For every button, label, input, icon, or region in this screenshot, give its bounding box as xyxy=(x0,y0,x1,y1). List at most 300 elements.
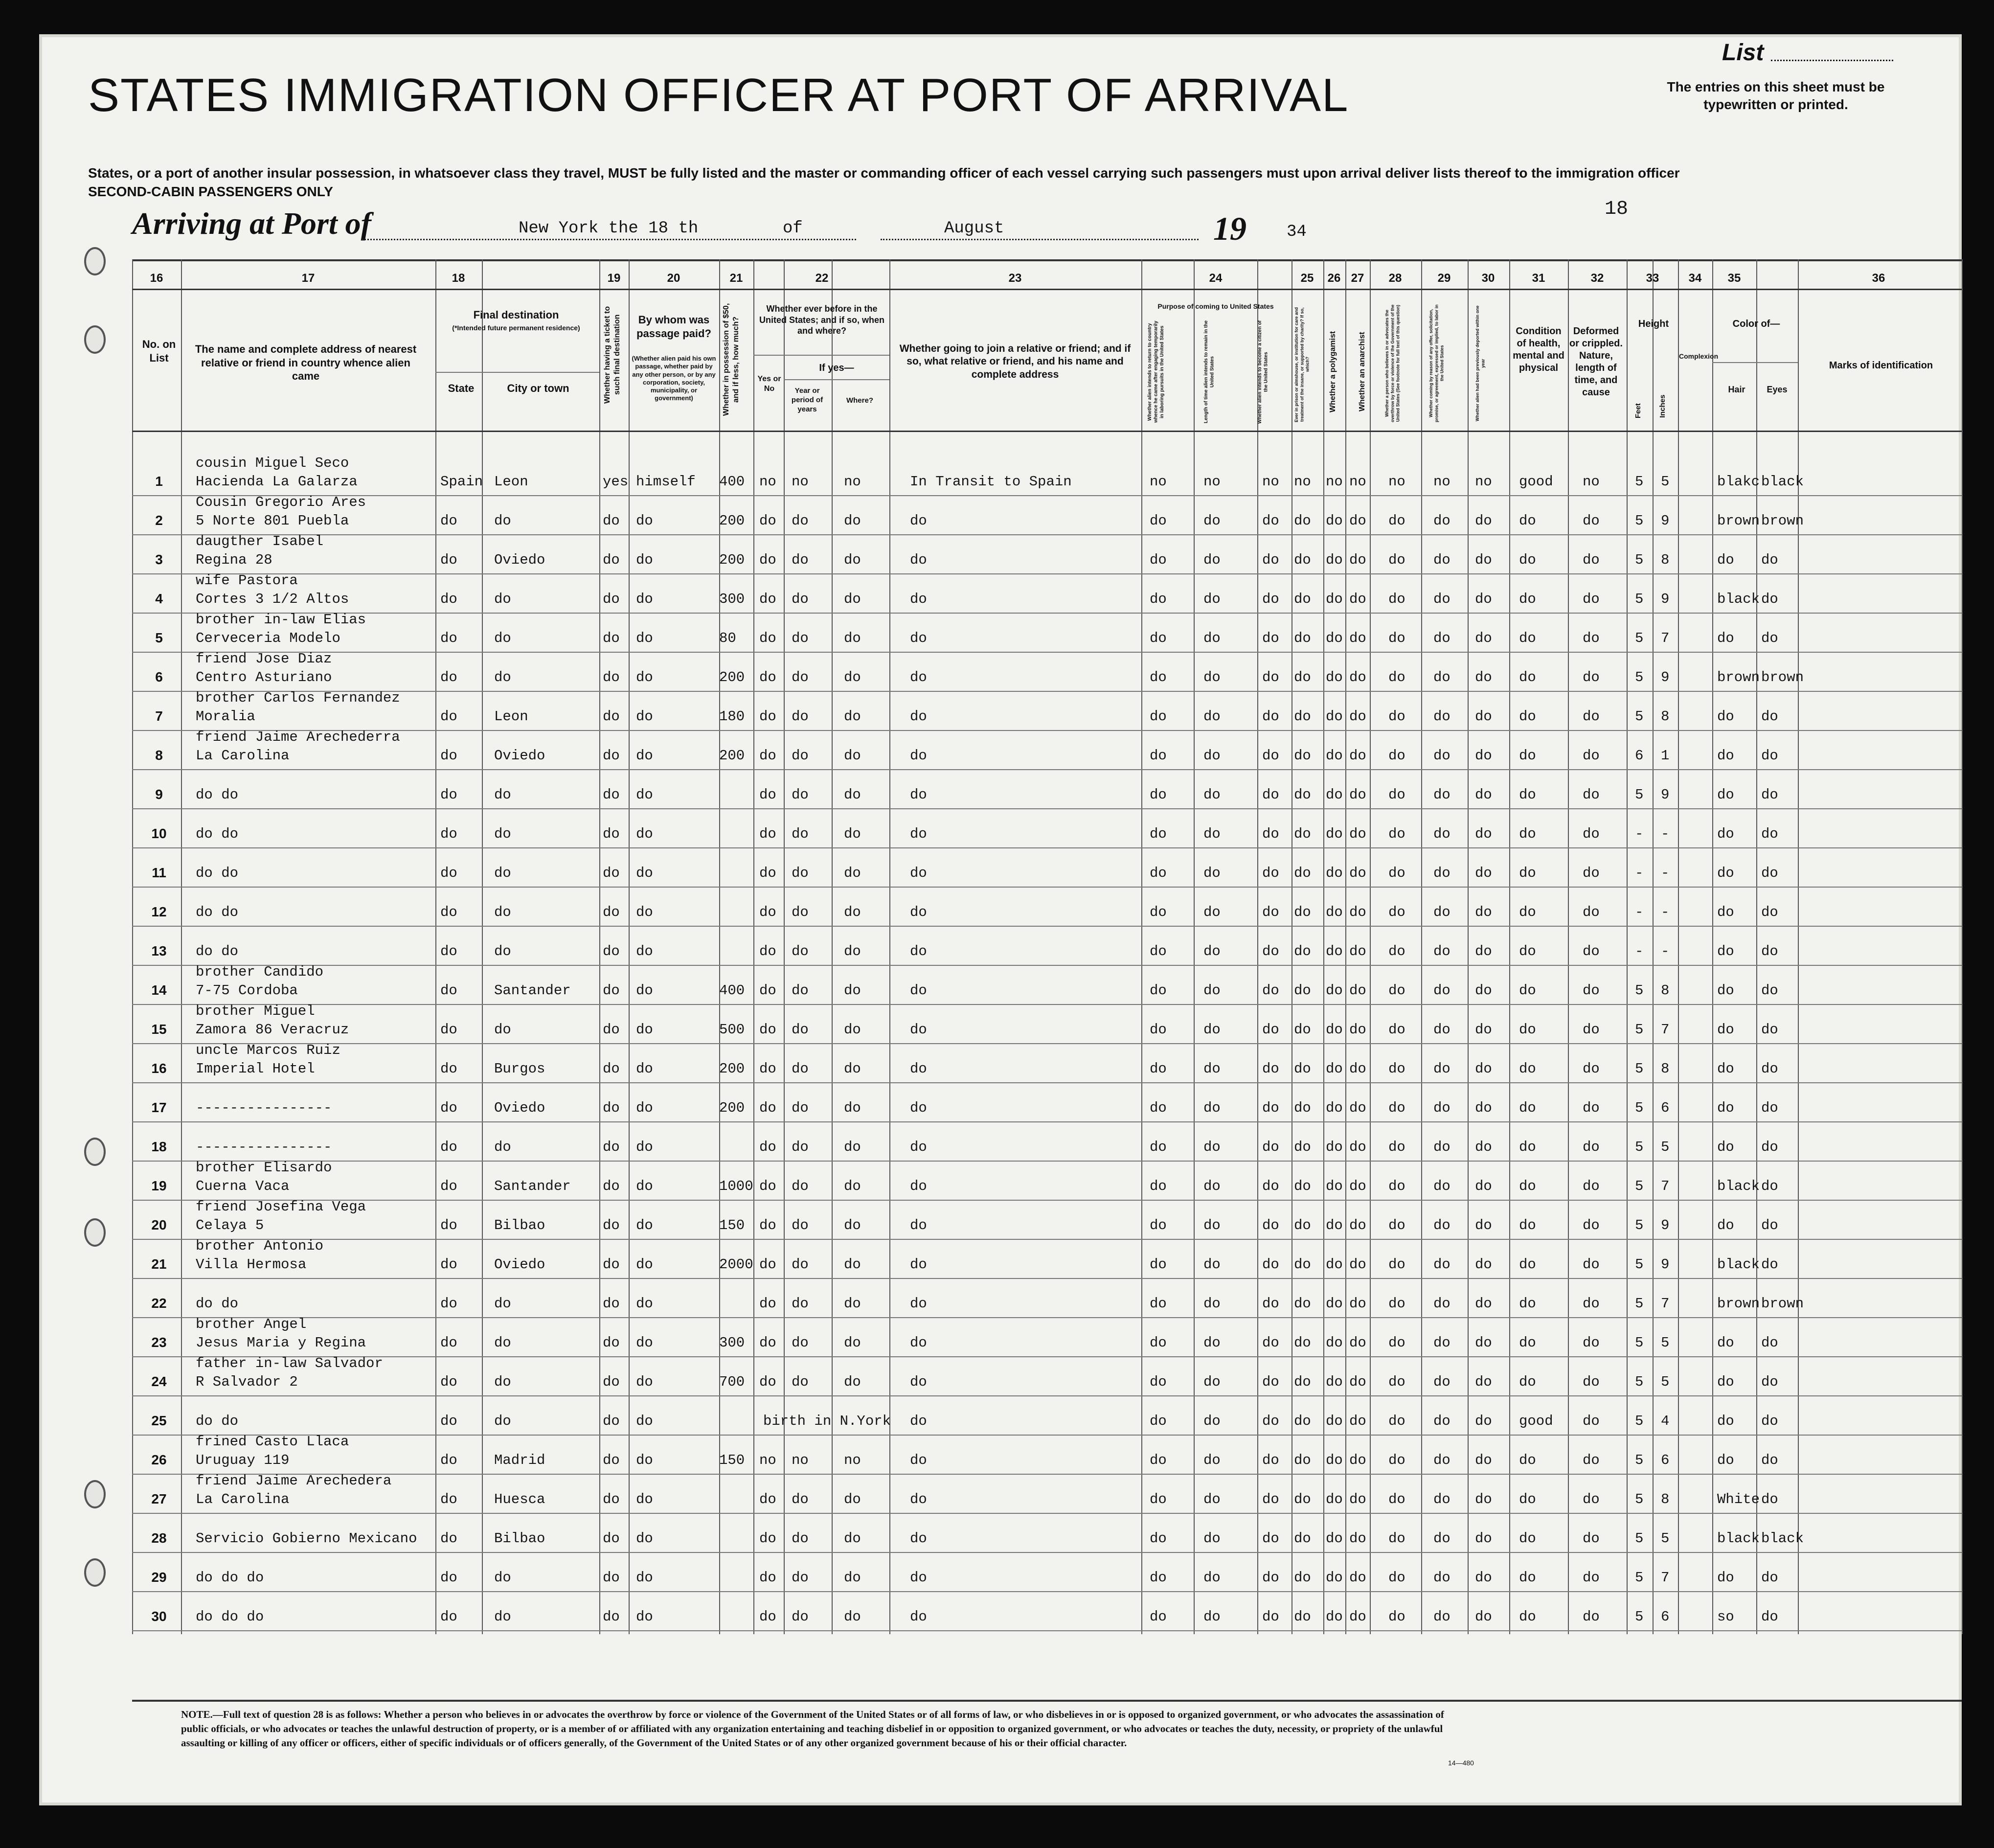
relative-address-cell: Servicio Gobierno Mexicano xyxy=(196,1530,417,1547)
hair-cell: black xyxy=(1717,1530,1760,1547)
joining-cell: do xyxy=(910,865,927,881)
purpose-return-cell: do xyxy=(1150,1335,1167,1351)
ticket-cell: do xyxy=(603,1530,620,1547)
row-rule xyxy=(132,534,1962,535)
q28-cell: do xyxy=(1388,787,1405,803)
period-cell: do xyxy=(792,1374,809,1390)
anarchist-cell: do xyxy=(1349,943,1366,959)
relative-address-cell: Hacienda La Galarza xyxy=(196,474,358,490)
deported-cell: do xyxy=(1475,1413,1492,1429)
column-rule xyxy=(1468,259,1469,1634)
q29-cell: do xyxy=(1433,552,1450,568)
hair-cell: brown xyxy=(1717,669,1760,685)
polygamist-cell: do xyxy=(1326,787,1343,803)
joining-cell: do xyxy=(910,1452,927,1468)
eyes-cell: do xyxy=(1761,1100,1778,1116)
polygamist-cell: do xyxy=(1326,826,1343,842)
city-cell: do xyxy=(494,1296,511,1312)
relative-name-cell: father in-law Salvador xyxy=(196,1355,383,1371)
inches-cell: 5 xyxy=(1661,1530,1670,1547)
city-cell: Leon xyxy=(494,708,528,725)
purpose-return-cell: do xyxy=(1150,943,1167,959)
row-rule xyxy=(132,1200,1962,1201)
eyes-cell: brown xyxy=(1761,1296,1804,1312)
deformed-cell: do xyxy=(1583,1139,1600,1155)
binder-hole xyxy=(84,325,106,354)
row-rule xyxy=(1712,362,1798,363)
amount-cell: 150 xyxy=(719,1217,745,1233)
polygamist-cell: do xyxy=(1326,1296,1343,1312)
polygamist-cell: do xyxy=(1326,1530,1343,1547)
purpose-length-cell: do xyxy=(1203,787,1221,803)
header-if-yes: If yes— xyxy=(819,363,854,373)
prison-cell: do xyxy=(1294,1530,1311,1547)
row-rule xyxy=(132,926,1962,927)
purpose-return-cell: do xyxy=(1150,1296,1167,1312)
anarchist-cell: do xyxy=(1349,1452,1366,1468)
period-cell: do xyxy=(792,943,809,959)
deported-cell: do xyxy=(1475,1100,1492,1116)
relative-name-cell: brother Elisardo xyxy=(196,1160,332,1176)
city-cell: do xyxy=(494,1609,511,1625)
q29-cell: do xyxy=(1433,865,1450,881)
relative-address-cell: Cuerna Vaca xyxy=(196,1178,290,1194)
column-rule xyxy=(1194,259,1195,1634)
city-cell: Santander xyxy=(494,982,571,999)
paid-by-cell: do xyxy=(636,1452,653,1468)
before-us-cell: do xyxy=(759,1374,776,1390)
column-number: 27 xyxy=(1351,272,1364,285)
column-rule xyxy=(132,259,133,1634)
purpose-length-cell: do xyxy=(1203,1022,1221,1038)
row-number: 9 xyxy=(155,787,163,802)
ticket-cell: do xyxy=(603,1570,620,1586)
inches-cell: 8 xyxy=(1661,552,1670,568)
q28-cell: do xyxy=(1388,1374,1405,1390)
header-hair: Hair xyxy=(1728,385,1745,394)
column-number: 17 xyxy=(301,272,315,285)
row-number: 14 xyxy=(151,982,167,998)
purpose-citizen-cell: do xyxy=(1262,904,1279,920)
relative-name-cell: brother Antonio xyxy=(196,1238,324,1254)
health-cell: do xyxy=(1519,708,1536,725)
state-cell: do xyxy=(440,1491,457,1507)
q28-cell: do xyxy=(1388,1413,1405,1429)
before-us-cell: do xyxy=(759,552,776,568)
feet-cell: - xyxy=(1635,865,1644,881)
purpose-length-cell: do xyxy=(1203,865,1221,881)
before-us-cell: do xyxy=(759,826,776,842)
paid-by-cell: do xyxy=(636,1609,653,1625)
deformed-cell: do xyxy=(1583,1452,1600,1468)
list-number-line xyxy=(1771,60,1893,61)
row-rule xyxy=(132,431,1962,432)
deformed-cell: do xyxy=(1583,630,1600,646)
purpose-length-cell: do xyxy=(1203,630,1221,646)
health-cell: do xyxy=(1519,787,1536,803)
purpose-citizen-cell: do xyxy=(1262,1491,1279,1507)
feet-cell: 5 xyxy=(1635,591,1644,607)
joining-cell: do xyxy=(910,826,927,842)
column-number: 22 xyxy=(815,272,829,285)
health-cell: do xyxy=(1519,904,1536,920)
health-cell: do xyxy=(1519,1139,1536,1155)
period-cell: do xyxy=(792,1491,809,1507)
header-before-us: Whether ever before in the United States; and if so, when and where? xyxy=(759,304,885,336)
relative-name-cell: brother Candido xyxy=(196,964,324,980)
deformed-cell: do xyxy=(1583,1609,1600,1625)
inches-cell: - xyxy=(1661,943,1670,959)
row-rule xyxy=(132,1004,1962,1005)
header-period: Year or period of years xyxy=(791,387,823,413)
deported-cell: no xyxy=(1475,474,1492,490)
amount-cell: 80 xyxy=(719,630,736,646)
purpose-length-cell: do xyxy=(1203,1374,1221,1390)
row-number: 24 xyxy=(151,1374,167,1389)
inches-cell: 9 xyxy=(1661,513,1670,529)
purpose-length-cell: do xyxy=(1203,591,1221,607)
deformed-cell: do xyxy=(1583,1061,1600,1077)
row-rule xyxy=(132,1591,1962,1592)
eyes-cell: do xyxy=(1761,748,1778,764)
inches-cell: 6 xyxy=(1661,1100,1670,1116)
header-purpose: Purpose of coming to United States xyxy=(1157,302,1274,310)
feet-cell: 5 xyxy=(1635,669,1644,685)
eyes-cell: do xyxy=(1761,1609,1778,1625)
where-cell: do xyxy=(844,826,861,842)
paid-by-cell: do xyxy=(636,708,653,725)
feet-cell: 5 xyxy=(1635,513,1644,529)
where-cell: do xyxy=(844,1609,861,1625)
column-rule xyxy=(1798,259,1799,1634)
year-prefix: 19 xyxy=(1213,210,1246,247)
q28-cell: do xyxy=(1388,1256,1405,1273)
header-polygamist: Whether a polygamist xyxy=(1329,331,1337,413)
row-rule xyxy=(132,1317,1962,1318)
q28-cell: do xyxy=(1388,826,1405,842)
row-rule xyxy=(132,965,1962,966)
purpose-citizen-cell: do xyxy=(1262,591,1279,607)
paid-by-cell: do xyxy=(636,1335,653,1351)
row-rule xyxy=(132,769,1962,770)
period-cell: do xyxy=(792,552,809,568)
paid-by-cell: himself xyxy=(636,474,696,490)
health-cell: do xyxy=(1519,1530,1536,1547)
deported-cell: do xyxy=(1475,748,1492,764)
joining-cell: do xyxy=(910,630,927,646)
binder-hole xyxy=(84,1480,106,1508)
row-rule xyxy=(132,1356,1962,1357)
header-joining: Whether going to join a relative or friend; and if so, what relative or friend, and his name and complete address xyxy=(899,343,1131,380)
relative-address-cell: do do do xyxy=(196,1570,264,1586)
polygamist-cell: do xyxy=(1326,1256,1343,1273)
inches-cell: 9 xyxy=(1661,591,1670,607)
q29-cell: do xyxy=(1433,826,1450,842)
polygamist-cell: do xyxy=(1326,513,1343,529)
relative-address-cell: Cerveceria Modelo xyxy=(196,630,340,646)
purpose-return-cell: do xyxy=(1150,708,1167,725)
health-cell: do xyxy=(1519,1100,1536,1116)
amount-cell: 700 xyxy=(719,1374,745,1390)
relative-address-cell: do do xyxy=(196,865,239,881)
where-cell: do xyxy=(844,669,861,685)
health-cell: do xyxy=(1519,943,1536,959)
hair-cell: brown xyxy=(1717,1296,1760,1312)
city-cell: Burgos xyxy=(494,1061,545,1077)
joining-cell: do xyxy=(910,943,927,959)
period-cell: do xyxy=(792,1217,809,1233)
before-us-cell: do xyxy=(759,1570,776,1586)
joining-cell: do xyxy=(910,787,927,803)
where-cell: do xyxy=(844,943,861,959)
before-us-cell: do xyxy=(759,1100,776,1116)
health-cell: do xyxy=(1519,1217,1536,1233)
q28-cell: do xyxy=(1388,591,1405,607)
deformed-cell: do xyxy=(1583,982,1600,999)
period-cell: do xyxy=(792,865,809,881)
deformed-cell: do xyxy=(1583,1374,1600,1390)
health-cell: do xyxy=(1519,865,1536,881)
ticket-cell: do xyxy=(603,1022,620,1038)
before-us-cell: do xyxy=(759,1217,776,1233)
state-cell: do xyxy=(440,591,457,607)
polygamist-cell: do xyxy=(1326,1609,1343,1625)
row-number: 20 xyxy=(151,1217,167,1232)
prison-cell: do xyxy=(1294,669,1311,685)
hair-cell: do xyxy=(1717,1061,1734,1077)
feet-cell: 5 xyxy=(1635,1178,1644,1194)
purpose-length-cell: do xyxy=(1203,982,1221,999)
q29-cell: do xyxy=(1433,1022,1450,1038)
deported-cell: do xyxy=(1475,943,1492,959)
joining-cell: do xyxy=(910,669,927,685)
row-rule xyxy=(132,1552,1962,1553)
deported-cell: do xyxy=(1475,982,1492,999)
inches-cell: 5 xyxy=(1661,1374,1670,1390)
header-deformed: Deformed or crippled. Nature, length of time, and cause xyxy=(1569,326,1623,398)
paid-by-cell: do xyxy=(636,513,653,529)
ticket-cell: do xyxy=(603,552,620,568)
paid-by-cell: do xyxy=(636,1296,653,1312)
hair-cell: do xyxy=(1717,1413,1734,1429)
port-line xyxy=(362,239,856,240)
row-rule xyxy=(132,495,1962,496)
city-cell: do xyxy=(494,1139,511,1155)
before-us-cell: do xyxy=(759,1609,776,1625)
column-rule xyxy=(1323,259,1324,1634)
row-rule xyxy=(132,613,1962,614)
city-cell: Bilbao xyxy=(494,1217,545,1233)
hair-cell: do xyxy=(1717,630,1734,646)
inches-cell: 7 xyxy=(1661,1570,1670,1586)
column-rule xyxy=(181,259,182,1634)
before-us-cell: do xyxy=(759,669,776,685)
row-number: 11 xyxy=(152,865,166,880)
relative-name-cell: brother Carlos Fernandez xyxy=(196,690,400,706)
prison-cell: do xyxy=(1294,1022,1311,1038)
column-rule xyxy=(1756,259,1757,1634)
header-possession: Whether in possession of $50, and if less, how much? xyxy=(722,303,740,416)
prison-cell: do xyxy=(1294,787,1311,803)
q28-cell: do xyxy=(1388,1217,1405,1233)
hair-cell: blakc xyxy=(1717,474,1760,490)
q28-cell: do xyxy=(1388,552,1405,568)
ticket-cell: do xyxy=(603,1335,620,1351)
feet-cell: 5 xyxy=(1635,1139,1644,1155)
polygamist-cell: do xyxy=(1326,1022,1343,1038)
joining-cell: do xyxy=(910,1530,927,1547)
deformed-cell: do xyxy=(1583,1217,1600,1233)
ticket-cell: do xyxy=(603,1491,620,1507)
state-cell: do xyxy=(440,552,457,568)
polygamist-cell: do xyxy=(1326,1452,1343,1468)
q29-cell: do xyxy=(1433,982,1450,999)
deported-cell: do xyxy=(1475,1609,1492,1625)
city-cell: do xyxy=(494,1022,511,1038)
feet-cell: 5 xyxy=(1635,1609,1644,1625)
feet-cell: 5 xyxy=(1635,552,1644,568)
polygamist-cell: do xyxy=(1326,1491,1343,1507)
prison-cell: do xyxy=(1294,826,1311,842)
header-health: Condition of health, mental and physical xyxy=(1513,326,1564,373)
inches-cell: 5 xyxy=(1661,474,1670,490)
deformed-cell: do xyxy=(1583,513,1600,529)
prison-cell: do xyxy=(1294,1570,1311,1586)
period-cell: do xyxy=(792,1609,809,1625)
feet-cell: 5 xyxy=(1635,1530,1644,1547)
relative-name-cell: brother in-law Elias xyxy=(196,612,366,628)
period-cell: do xyxy=(792,1139,809,1155)
sheet-note: The entries on this sheet must be typewritten or printed. xyxy=(1667,79,1885,112)
relative-address-cell: Centro Asturiano xyxy=(196,669,332,685)
purpose-return-cell: do xyxy=(1150,787,1167,803)
row-number: 26 xyxy=(151,1452,167,1467)
header-q28: Whether a person who believes in or advocates the overthrow by force or violence of the Government of the United States (See footnote for full text of this question) xyxy=(1384,304,1401,422)
hair-cell: black xyxy=(1717,1256,1760,1273)
joining-cell: do xyxy=(910,748,927,764)
paid-by-cell: do xyxy=(636,1491,653,1507)
feet-cell: 5 xyxy=(1635,1570,1644,1586)
feet-cell: 5 xyxy=(1635,1256,1644,1273)
city-cell: Madrid xyxy=(494,1452,545,1468)
prison-cell: do xyxy=(1294,748,1311,764)
where-cell: do xyxy=(844,513,861,529)
joining-cell: do xyxy=(910,1178,927,1194)
ticket-cell: do xyxy=(603,1452,620,1468)
feet-cell: 5 xyxy=(1635,1061,1644,1077)
deformed-cell: do xyxy=(1583,748,1600,764)
before-us-cell: do xyxy=(759,943,776,959)
relative-name-cell: friend Josefina Vega xyxy=(196,1199,366,1215)
before-us-cell: do xyxy=(759,748,776,764)
joining-cell: do xyxy=(910,1022,927,1038)
relative-name-cell: cousin Miguel Seco xyxy=(196,455,349,471)
anarchist-cell: do xyxy=(1349,982,1366,999)
prison-cell: do xyxy=(1294,1139,1311,1155)
purpose-return-cell: do xyxy=(1150,1609,1167,1625)
ticket-cell: do xyxy=(603,943,620,959)
inches-cell: 8 xyxy=(1661,982,1670,999)
purpose-length-cell: do xyxy=(1203,748,1221,764)
purpose-length-cell: do xyxy=(1203,1609,1221,1625)
amount-cell: 180 xyxy=(719,708,745,725)
state-cell: do xyxy=(440,1374,457,1390)
polygamist-cell: do xyxy=(1326,591,1343,607)
health-cell: do xyxy=(1519,513,1536,529)
inches-cell: 7 xyxy=(1661,630,1670,646)
row-number: 28 xyxy=(151,1530,167,1546)
purpose-return-cell: do xyxy=(1150,513,1167,529)
header-relative: The name and complete address of nearest relative or friend in country whence alien came xyxy=(195,343,417,382)
anarchist-cell: do xyxy=(1349,1374,1366,1390)
deported-cell: do xyxy=(1475,1491,1492,1507)
joining-cell: do xyxy=(910,1335,927,1351)
paid-by-cell: do xyxy=(636,1178,653,1194)
feet-cell: 5 xyxy=(1635,1100,1644,1116)
state-cell: do xyxy=(440,826,457,842)
hair-cell: do xyxy=(1717,1100,1734,1116)
paid-by-cell: do xyxy=(636,826,653,842)
ticket-cell: do xyxy=(603,787,620,803)
before-us-cell: birth in N.York xyxy=(763,1413,891,1429)
paid-by-cell: do xyxy=(636,1139,653,1155)
relative-name-cell: friend Jaime Arechedera xyxy=(196,1473,392,1489)
q29-cell: do xyxy=(1433,591,1450,607)
row-number: 12 xyxy=(151,904,167,919)
q29-cell: do xyxy=(1433,708,1450,725)
deported-cell: do xyxy=(1475,630,1492,646)
q29-cell: do xyxy=(1433,513,1450,529)
eyes-cell: do xyxy=(1761,943,1778,959)
row-rule xyxy=(132,887,1962,888)
relative-name-cell: Cousin Gregorio Ares xyxy=(196,494,366,510)
header-where: Where? xyxy=(846,396,873,405)
ticket-cell: do xyxy=(603,1100,620,1116)
row-rule xyxy=(435,372,599,373)
polygamist-cell: do xyxy=(1326,1374,1343,1390)
where-cell: do xyxy=(844,1570,861,1586)
purpose-return-cell: do xyxy=(1150,1178,1167,1194)
eyes-cell: do xyxy=(1761,1570,1778,1586)
purpose-return-cell: do xyxy=(1150,982,1167,999)
purpose-return-cell: do xyxy=(1150,865,1167,881)
q29-cell: do xyxy=(1433,1061,1450,1077)
row-number: 17 xyxy=(151,1100,167,1115)
feet-cell: 5 xyxy=(1635,787,1644,803)
inches-cell: 1 xyxy=(1661,748,1670,764)
paid-by-cell: do xyxy=(636,591,653,607)
paid-by-cell: do xyxy=(636,1570,653,1586)
q28-cell: do xyxy=(1388,1022,1405,1038)
column-number: 23 xyxy=(1008,272,1022,285)
hair-cell: do xyxy=(1717,1374,1734,1390)
header-q29: Whether coming by reason of any offer, solicitation, promise, or agreement, expressed or implied, to labor in the United States xyxy=(1428,304,1445,422)
q29-cell: do xyxy=(1433,1335,1450,1351)
purpose-length-cell: do xyxy=(1203,708,1221,725)
q29-cell: do xyxy=(1433,669,1450,685)
purpose-citizen-cell: do xyxy=(1262,630,1279,646)
row-number: 1 xyxy=(155,474,163,489)
before-us-cell: no xyxy=(759,1452,776,1468)
anarchist-cell: do xyxy=(1349,552,1366,568)
q28-cell: do xyxy=(1388,669,1405,685)
eyes-cell: do xyxy=(1761,1491,1778,1507)
eyes-cell: do xyxy=(1761,787,1778,803)
period-cell: do xyxy=(792,982,809,999)
row-number: 4 xyxy=(155,591,163,606)
header-q30: Whether alien had been previously deported within one year xyxy=(1475,305,1486,421)
prison-cell: do xyxy=(1294,552,1311,568)
